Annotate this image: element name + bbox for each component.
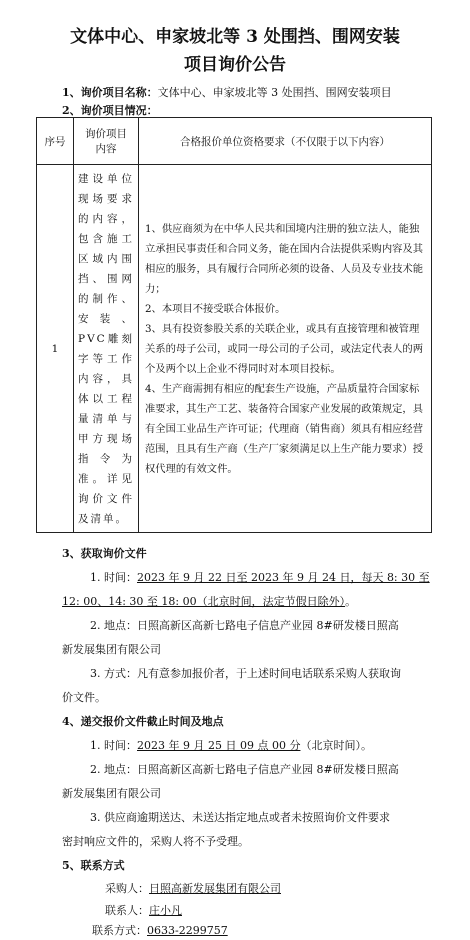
buyer-label: 采购人： — [105, 882, 149, 895]
sec3-time-line1 — [90, 569, 430, 585]
requirement-item: 1、供应商须为在中华人民共和国境内注册的独立法人，能独立承担民事责任和合同义务，能在国内合法提供采购内容及其相应的服务，具有履行合同所必须的设备、人员及专业技术能力； — [145, 222, 424, 295]
buyer-value: 日照高新发展集团有限公司 — [149, 882, 281, 895]
title-line-1: 文体中心、申家坡北等 3 处围挡、围网安装 — [70, 27, 400, 47]
contact-person — [105, 902, 182, 918]
contact-phone — [92, 922, 228, 938]
sec4-place-line1: 2. 地点：日照高新区高新七路电子信息产业园 8#研发楼日照高 — [90, 763, 399, 776]
sec3-place-line2: 新发展集团有限公司 — [62, 643, 161, 656]
sec3-method-line1: 3. 方式：凡有意参加报价者，于上述时间电话联系采购人获取询 — [90, 667, 401, 680]
section-5-label: 5、联系方式 — [62, 859, 125, 872]
row-requirements — [139, 165, 432, 533]
row-seq: 1 — [37, 165, 74, 533]
table-header-row — [37, 118, 432, 165]
sec3-place-line1: 2. 地点：日照高新区高新七路电子信息产业园 8#研发楼日照高 — [90, 619, 399, 632]
sec4-time-suffix: （北京时间）。 — [300, 739, 372, 752]
header-content — [74, 118, 139, 165]
header-content-line2: 内容 — [95, 143, 117, 155]
requirements-table — [36, 117, 432, 533]
section-3-label: 3、获取询价文件 — [62, 547, 147, 560]
project-name: 文体中心、申家坡北等 3 处围挡、围网安装项目 — [157, 86, 392, 99]
sec4-time-prefix: 1. 时间： — [90, 739, 137, 752]
header-seq: 序号 — [37, 118, 74, 165]
requirement-item: 2、本项目不接受联合体报价。 — [145, 302, 286, 315]
sec3-time-suffix: 。 — [345, 595, 357, 608]
sec3-time-value-1: 2023 年 9 月 22 日至 2023 年 9 月 24 日，每天 8: 30 至 — [137, 571, 430, 584]
contact-buyer — [105, 880, 281, 896]
sec3-time-value-2: 12: 00、14: 30 至 18: 00（北京时间，法定节假日除外） — [62, 595, 346, 608]
person-label: 联系人： — [105, 904, 149, 917]
sec4-time-value: 2023 年 9 月 25 日 09 点 00 分 — [137, 739, 301, 752]
sec4-note-line2: 密封响应文件的，采购人将不予受理。 — [62, 835, 249, 848]
header-content-line1: 询价项目 — [85, 128, 127, 140]
sec4-note-line1: 3. 供应商逾期送达、未送达指定地点或者未按照询价文件要求 — [90, 811, 390, 824]
sec3-method-line2: 价文件。 — [62, 691, 106, 704]
sec4-time-line — [90, 737, 372, 753]
requirement-item: 4、生产商需拥有相应的配套生产设施，产品质量符合国家标准要求，其生产工艺、装备符合国家产业发展的政策规定，具有全国工业品生产许可证；代理商（销售商）须具有相应经营范围，且具有生产商（生产厂家须满足以上生产能力要求）授权代理的有效文件。 — [145, 382, 424, 475]
phone-value: 0633-2299757 — [147, 924, 228, 937]
sec3-time-line2 — [62, 593, 356, 609]
person-value: 庄小凡 — [149, 904, 182, 917]
section-1-label: 1、询价项目名称： — [62, 86, 158, 99]
section-2-label: 2、询价项目情况： — [62, 104, 158, 117]
header-requirements: 合格报价单位资格要求（不仅限于以下内容） — [139, 118, 432, 165]
section-4-label: 4、递交报价文件截止时间及地点 — [62, 715, 224, 728]
sec4-place-line2: 新发展集团有限公司 — [62, 787, 161, 800]
title-line-2: 项目询价公告 — [184, 55, 286, 75]
sec3-time-prefix: 1. 时间： — [90, 571, 137, 584]
section-1 — [62, 84, 392, 100]
table-row — [37, 165, 432, 533]
requirement-item: 3、具有投资参股关系的关联企业，或具有直接管理和被管理关系的母子公司，或同一母公司的子公司，或法定代表人的两个及两个以上企业不得同时对本项目投标。 — [145, 322, 424, 375]
row-content: 建设单位现场要求的内容，包含施工区域内围挡、围网的制作、安装、PVC雕刻字等工作内容，具体以工程量清单与甲方现场指令为准。详见询价文件及清单。 — [74, 165, 139, 533]
phone-label: 联系方式： — [92, 924, 147, 937]
